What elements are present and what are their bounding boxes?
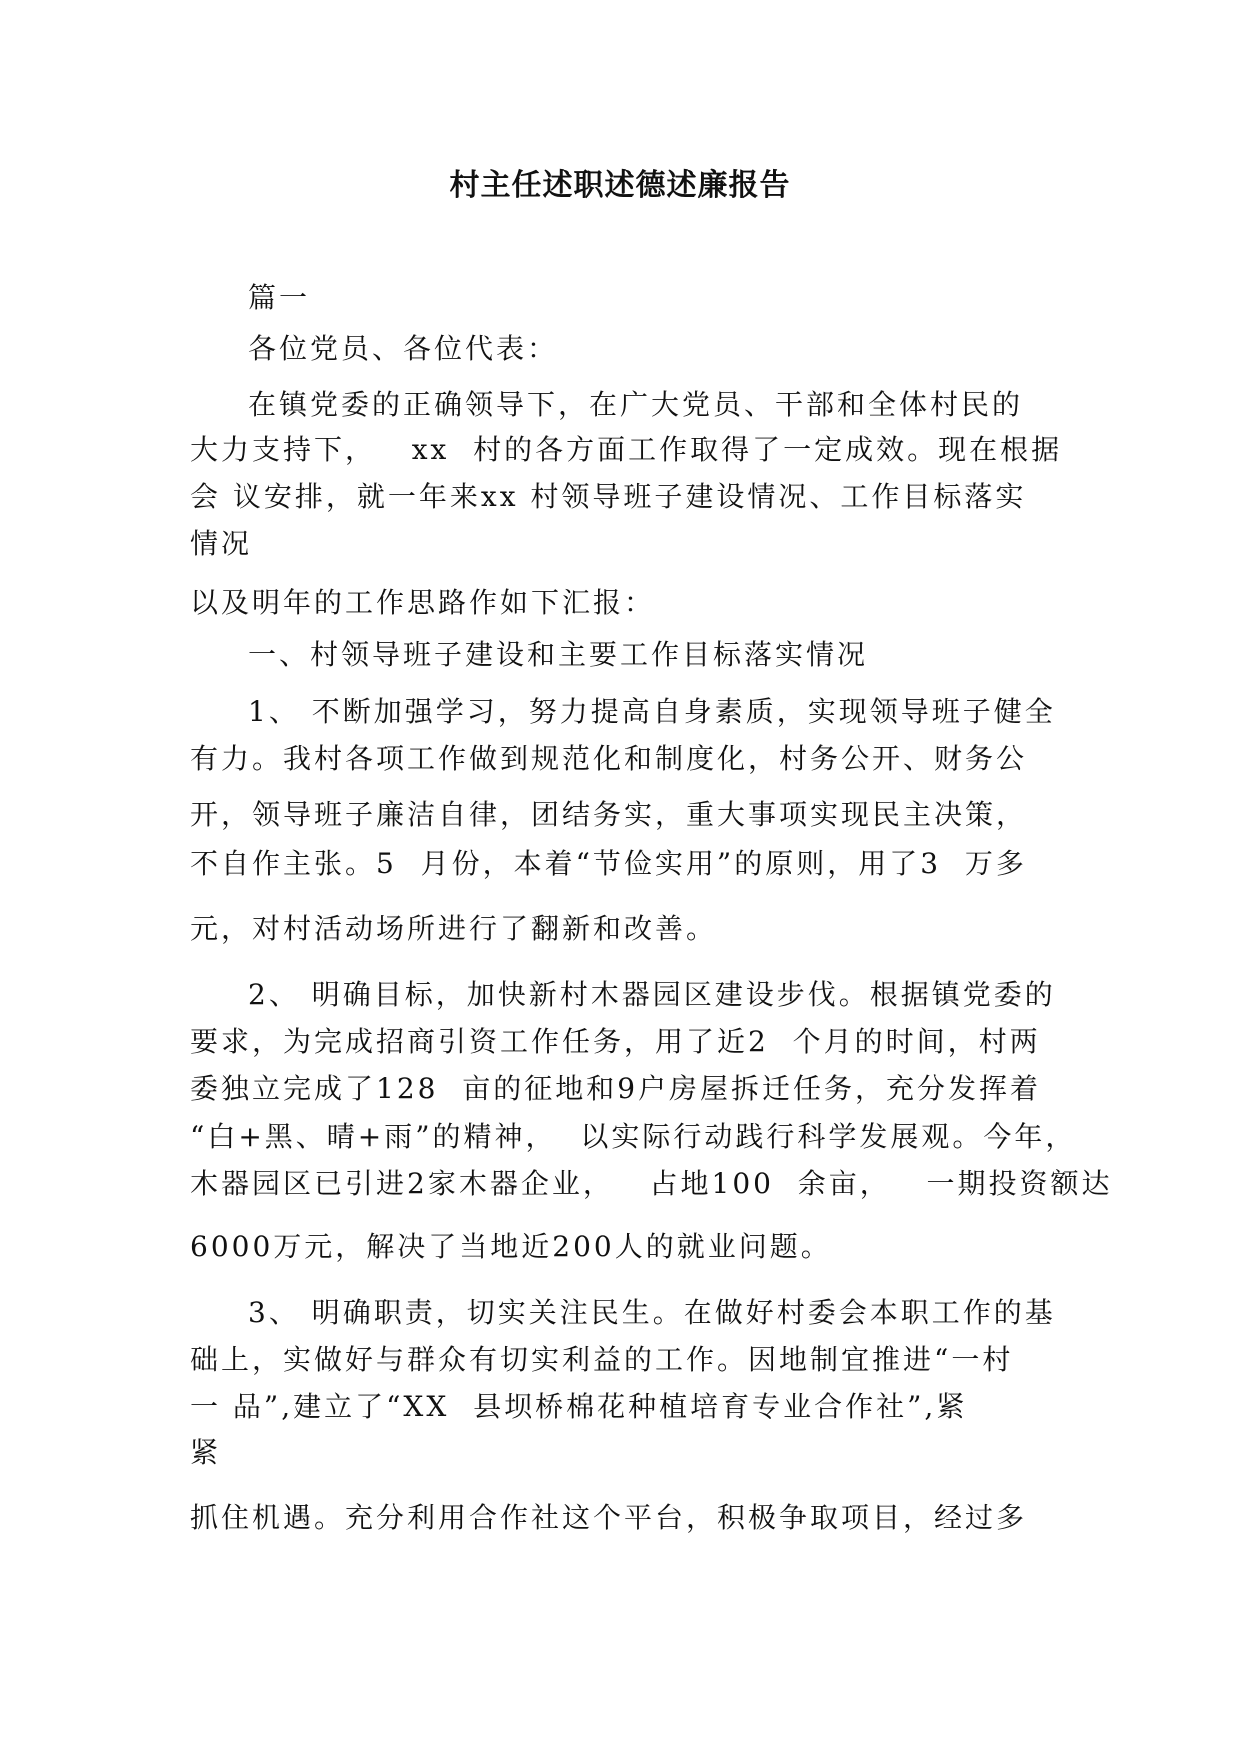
paragraph-line: 2、 明确目标，加快新村木器园区建设步伐。根据镇党委的 (248, 978, 1056, 1011)
paragraph-line: 础上，实做好与群众有切实利益的工作。因地制宜推进“一村 (190, 1343, 1014, 1376)
paragraph-line: 有力。我村各项工作做到规范化和制度化，村务公开、财务公 (190, 742, 1028, 775)
paragraph-line: 情况 (190, 527, 253, 560)
paragraph-line: 元，对村活动场所进行了翻新和改善。 (190, 912, 718, 945)
paragraph-line: 一 品”,建立了“XX 县坝桥棉花种植培育专业合作社”,紧 (190, 1390, 968, 1423)
paragraph-line: 要求，为完成招商引资工作任务，用了近2 个月的时间，村两 (190, 1025, 1041, 1058)
paragraph-line: 1、 不断加强学习，努力提高自身素质，实现领导班子健全 (248, 695, 1056, 728)
paragraph-line: 在镇党委的正确领导下，在广大党员、干部和全体村民的 (248, 388, 1024, 421)
document-title: 村主任述职述德述廉报告 (449, 168, 791, 203)
paragraph-line: 委独立完成了128 亩的征地和9户房屋拆迁任务，充分发挥着 (190, 1072, 1042, 1105)
paragraph-line: 抓住机遇。充分利用合作社这个平台，积极争取项目，经过多 (190, 1501, 1028, 1534)
paragraph-line: 3、 明确职责，切实关注民生。在做好村委会本职工作的基 (248, 1296, 1056, 1329)
paragraph-line: 会 议安排，就一年来xx 村领导班子建设情况、工作目标落实 (190, 480, 1027, 513)
paragraph-line: 木器园区已引进2家木器企业， 占地100 余亩， 一期投资额达 (190, 1167, 1113, 1200)
paragraph-line: 以及明年的工作思路作如下汇报： (190, 586, 656, 619)
subsection-heading: 一、村领导班子建设和主要工作目标落实情况 (248, 638, 869, 671)
paragraph-line: 不自作主张。5 月份，本着“节俭实用”的原则，用了3 万多 (190, 847, 1027, 880)
paragraph-line: 开，领导班子廉洁自律，团结务实，重大事项实现民主决策， (190, 798, 1028, 831)
paragraph-line: 紧 (190, 1436, 222, 1469)
paragraph-line: 6000万元，解决了当地近200人的就业问题。 (190, 1230, 832, 1263)
section-heading: 篇一 (248, 281, 311, 314)
salutation: 各位党员、各位代表： (248, 332, 559, 365)
paragraph-line: 大力支持下， xx 村的各方面工作取得了一定成效。现在根据 (190, 433, 1063, 466)
paragraph-line: “白+黑、晴+雨”的精神， 以实际行动践行科学发展观。今年， (190, 1120, 1077, 1153)
